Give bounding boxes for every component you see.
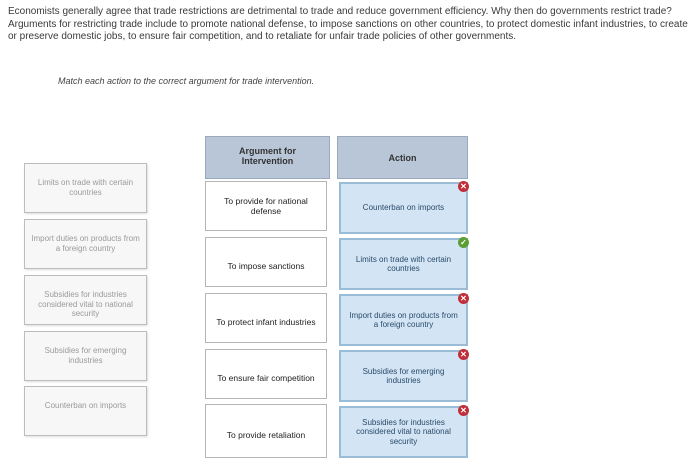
action-label: Import duties on products from a foreign country xyxy=(349,310,458,329)
action-drop-slot[interactable] xyxy=(339,294,468,346)
x-icon: ✕ xyxy=(458,405,469,416)
action-drop-slot[interactable] xyxy=(339,182,468,234)
argument-header-label: Argument for Intervention xyxy=(239,146,296,166)
action-drop-slot[interactable] xyxy=(339,406,468,458)
question-instruction: Match each action to the correct argument for trade intervention. xyxy=(58,76,315,86)
action-label: Subsidies for industries considered vital to national security xyxy=(356,417,451,446)
source-item-label: Counterban on imports xyxy=(44,401,127,410)
argument-card xyxy=(205,404,327,458)
argument-column-header xyxy=(205,136,330,179)
argument-card xyxy=(205,349,327,399)
x-icon: ✕ xyxy=(458,293,469,304)
argument-card xyxy=(205,293,327,343)
source-item[interactable] xyxy=(24,163,147,213)
source-item-label: Limits on trade with certain countries xyxy=(37,178,134,197)
action-drop-slot[interactable] xyxy=(339,238,468,290)
question-intro: Economists generally agree that trade restrictions are detrimental to trade and reduce government efficiency. Why then do governments restrict trade? Arguments for restricting trade include to promote national defense, to impose sanctions on other countries, to protect domestic infant industries, to create or preserve domestic jobs, to ensure fair competition, and to retaliate for unfair trade policies of other governments. xyxy=(8,6,688,42)
argument-label: To provide retaliation xyxy=(226,430,306,440)
source-item-label: Import duties on products from a foreign country xyxy=(31,234,140,253)
source-item-label: Subsidies for emerging industries xyxy=(44,346,127,365)
x-icon: ✕ xyxy=(458,181,469,192)
source-item[interactable] xyxy=(24,275,147,325)
argument-label: To ensure fair competition xyxy=(217,373,315,383)
action-header-label: Action xyxy=(388,152,417,163)
action-column-header xyxy=(337,136,468,179)
source-item[interactable] xyxy=(24,386,147,436)
argument-card xyxy=(205,181,327,231)
action-label: Subsidies for emerging industries xyxy=(362,366,445,385)
x-icon: ✕ xyxy=(458,349,469,360)
argument-label: To protect infant industries xyxy=(216,317,316,327)
source-item-label: Subsidies for industries considered vital to national security xyxy=(38,290,133,318)
action-drop-slot[interactable] xyxy=(339,350,468,402)
action-label: Limits on trade with certain countries xyxy=(355,254,452,273)
action-label: Counterban on imports xyxy=(362,203,445,213)
argument-label: To impose sanctions xyxy=(227,261,305,271)
argument-label: To provide for national defense xyxy=(224,196,308,216)
argument-card xyxy=(205,237,327,287)
check-icon: ✓ xyxy=(458,237,469,248)
source-item[interactable] xyxy=(24,331,147,381)
source-item[interactable] xyxy=(24,219,147,269)
